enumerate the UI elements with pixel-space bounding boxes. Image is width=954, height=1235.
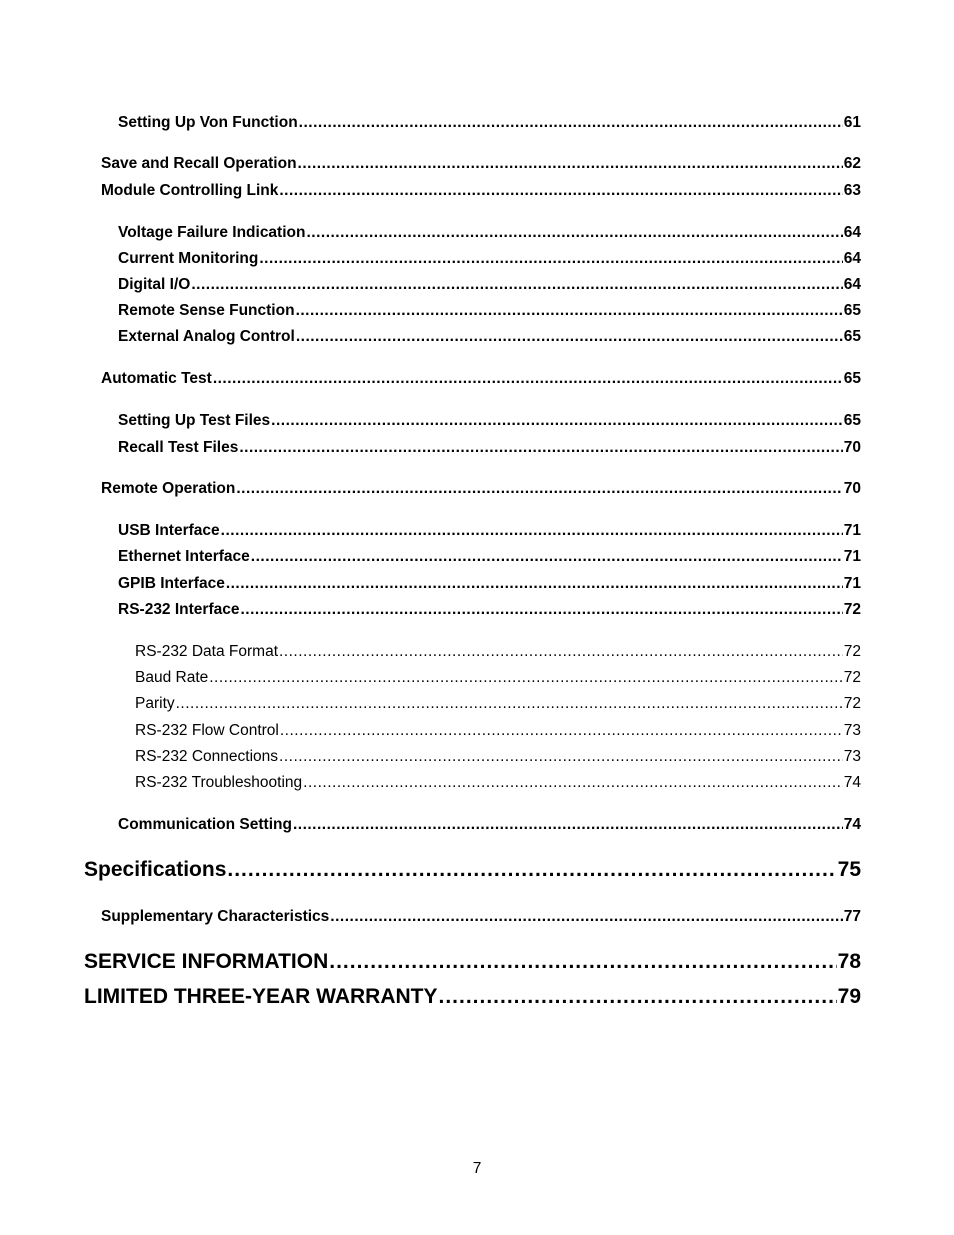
toc-entry-title: SERVICE INFORMATION bbox=[84, 950, 329, 973]
toc-entry-rs232-troubleshooting[interactable] bbox=[135, 774, 861, 794]
toc-entry-page: 79 bbox=[837, 985, 861, 1008]
toc-entry-digital-io[interactable] bbox=[118, 276, 861, 296]
toc-entry-page: 72 bbox=[843, 601, 861, 618]
toc-entry-page: 64 bbox=[843, 276, 861, 293]
toc-entry-baud-rate[interactable] bbox=[135, 669, 861, 689]
toc-entry-setting-up-von-function[interactable] bbox=[118, 114, 861, 134]
dot-leader bbox=[299, 114, 843, 132]
toc-entry-title: RS-232 Flow Control bbox=[135, 722, 279, 739]
toc-entry-page: 64 bbox=[843, 250, 861, 267]
toc-entry-page: 74 bbox=[843, 774, 861, 791]
toc-entry-page: 73 bbox=[843, 748, 861, 765]
dot-leader bbox=[227, 858, 836, 882]
toc-entry-service-information[interactable] bbox=[84, 950, 861, 978]
toc-entry-title: RS-232 Interface bbox=[118, 601, 240, 618]
toc-entry-title: GPIB Interface bbox=[118, 575, 225, 592]
toc-entry-current-monitoring[interactable] bbox=[118, 250, 861, 270]
dot-leader bbox=[329, 950, 836, 974]
dot-leader bbox=[293, 816, 843, 834]
dot-leader bbox=[209, 669, 843, 687]
toc-entry-rs232-flow-control[interactable] bbox=[135, 722, 861, 742]
toc-entry-title: Current Monitoring bbox=[118, 250, 259, 267]
toc-entry-page: 65 bbox=[843, 328, 861, 345]
toc-entry-page: 70 bbox=[843, 439, 861, 456]
toc-entry-setting-up-test-files[interactable] bbox=[118, 412, 861, 432]
toc-entry-rs232-connections[interactable] bbox=[135, 748, 861, 768]
toc-entry-title: Baud Rate bbox=[135, 669, 209, 686]
dot-leader bbox=[240, 601, 842, 619]
toc-entry-title: LIMITED THREE-YEAR WARRANTY bbox=[84, 985, 438, 1008]
page-number: 7 bbox=[472, 1160, 482, 1177]
toc-entry-ethernet-interface[interactable] bbox=[118, 548, 861, 568]
toc-entry-rs232-interface[interactable] bbox=[118, 601, 861, 621]
dot-leader bbox=[226, 575, 843, 593]
toc-entry-page: 71 bbox=[843, 575, 861, 592]
toc-entry-title: Voltage Failure Indication bbox=[118, 224, 306, 241]
toc-entry-title: Module Controlling Link bbox=[101, 182, 279, 199]
toc-entry-page: 72 bbox=[843, 643, 861, 660]
toc-entry-title: RS-232 Troubleshooting bbox=[135, 774, 303, 791]
toc-entry-module-controlling-link[interactable] bbox=[101, 182, 861, 202]
toc-entry-title: RS-232 Data Format bbox=[135, 643, 278, 660]
dot-leader bbox=[221, 522, 843, 540]
toc-entry-remote-operation[interactable] bbox=[101, 480, 861, 500]
toc-entry-page: 73 bbox=[843, 722, 861, 739]
dot-leader bbox=[296, 302, 843, 320]
toc-entry-recall-test-files[interactable] bbox=[118, 439, 861, 459]
dot-leader bbox=[439, 985, 837, 1009]
toc-entry-title: Save and Recall Operation bbox=[101, 155, 297, 172]
toc-entry-page: 64 bbox=[843, 224, 861, 241]
toc-entry-title: Setting Up Von Function bbox=[118, 114, 298, 131]
dot-leader bbox=[280, 722, 843, 740]
toc-entry-title: Supplementary Characteristics bbox=[101, 908, 330, 925]
toc-entry-external-analog-control[interactable] bbox=[118, 328, 861, 348]
toc-entry-page: 78 bbox=[837, 950, 861, 973]
toc-entry-title: USB Interface bbox=[118, 522, 220, 539]
toc-entry-page: 65 bbox=[843, 412, 861, 429]
toc-entry-page: 72 bbox=[843, 669, 861, 686]
toc-entry-page: 61 bbox=[843, 114, 861, 131]
toc-entry-page: 63 bbox=[843, 182, 861, 199]
toc-entry-specifications[interactable] bbox=[84, 858, 861, 886]
toc-entry-title: RS-232 Connections bbox=[135, 748, 279, 765]
toc-entry-remote-sense-function[interactable] bbox=[118, 302, 861, 322]
toc-entry-page: 70 bbox=[843, 480, 861, 497]
dot-leader bbox=[239, 439, 842, 457]
toc-entry-gpib-interface[interactable] bbox=[118, 575, 861, 595]
toc-entry-page: 71 bbox=[843, 522, 861, 539]
toc-entry-title: Recall Test Files bbox=[118, 439, 239, 456]
toc-entry-limited-three-year-warranty[interactable] bbox=[84, 985, 861, 1013]
dot-leader bbox=[279, 643, 843, 661]
toc-entry-title: Remote Operation bbox=[101, 480, 236, 497]
toc-entry-voltage-failure-indication[interactable] bbox=[118, 224, 861, 244]
dot-leader bbox=[279, 182, 842, 200]
toc-entry-title: Automatic Test bbox=[101, 370, 212, 387]
toc-entry-page: 77 bbox=[843, 908, 861, 925]
toc-entry-page: 72 bbox=[843, 695, 861, 712]
toc-entry-page: 62 bbox=[843, 155, 861, 172]
toc-entry-automatic-test[interactable] bbox=[101, 370, 861, 390]
toc-entry-supplementary-characteristics[interactable] bbox=[101, 908, 861, 928]
toc-entry-title: Specifications bbox=[84, 858, 227, 881]
dot-leader bbox=[213, 370, 843, 388]
dot-leader bbox=[236, 480, 842, 498]
toc-entry-usb-interface[interactable] bbox=[118, 522, 861, 542]
toc-entry-page: 65 bbox=[843, 302, 861, 319]
dot-leader bbox=[251, 548, 843, 566]
dot-leader bbox=[176, 695, 843, 713]
dot-leader bbox=[330, 908, 842, 926]
dot-leader bbox=[279, 748, 843, 766]
toc-entry-page: 75 bbox=[837, 858, 861, 881]
dot-leader bbox=[271, 412, 843, 430]
toc-entry-title: Parity bbox=[135, 695, 175, 712]
toc-entry-title: Remote Sense Function bbox=[118, 302, 295, 319]
toc-entry-title: Setting Up Test Files bbox=[118, 412, 271, 429]
dot-leader bbox=[259, 250, 842, 268]
toc-entry-rs232-data-format[interactable] bbox=[135, 643, 861, 663]
toc-entry-parity[interactable] bbox=[135, 695, 861, 715]
dot-leader bbox=[306, 224, 842, 242]
dot-leader bbox=[303, 774, 843, 792]
dot-leader bbox=[298, 155, 843, 173]
dot-leader bbox=[191, 276, 842, 294]
dot-leader bbox=[296, 328, 843, 346]
toc-entry-title: Digital I/O bbox=[118, 276, 191, 293]
toc-entry-page: 65 bbox=[843, 370, 861, 387]
toc-entry-page: 71 bbox=[843, 548, 861, 565]
toc-entry-title: External Analog Control bbox=[118, 328, 295, 345]
toc-entry-communication-setting[interactable] bbox=[118, 816, 861, 836]
toc-entry-title: Communication Setting bbox=[118, 816, 292, 833]
toc-entry-title: Ethernet Interface bbox=[118, 548, 250, 565]
toc-entry-save-and-recall-operation[interactable] bbox=[101, 155, 861, 175]
toc-entry-page: 74 bbox=[843, 816, 861, 833]
